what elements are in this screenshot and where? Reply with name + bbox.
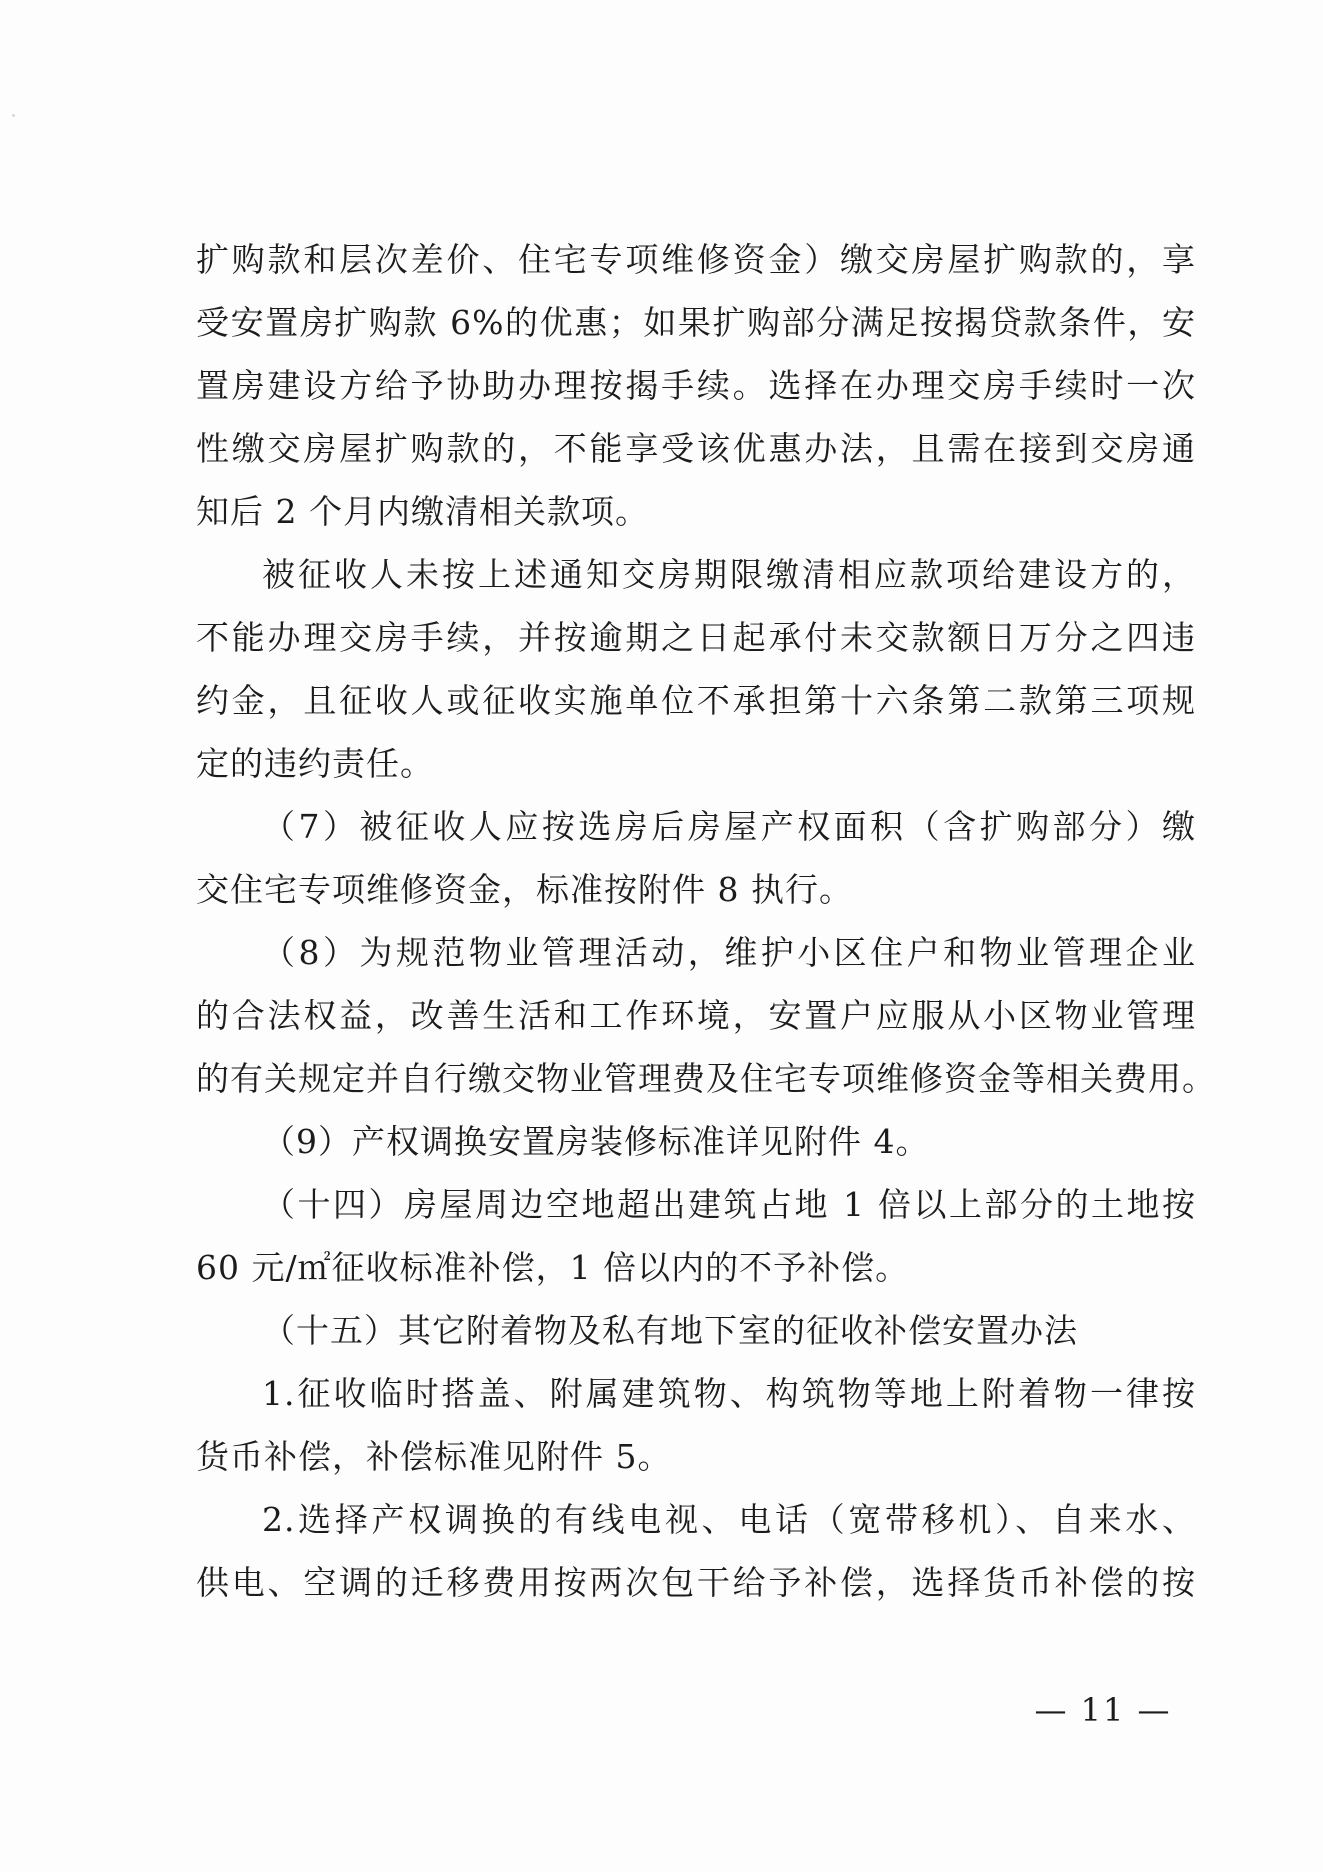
text-line: 知后 2 个月内缴清相关款项。	[196, 492, 649, 531]
text-line: （十四）房屋周边空地超出建筑占地 1 倍以上部分的土地按	[262, 1185, 1196, 1224]
text-line: 定的违约责任。	[196, 744, 434, 783]
text-line: 的合法权益，改善生活和工作环境，安置户应服从小区物业管理	[196, 996, 1196, 1035]
page-number: — 11 —	[1034, 1691, 1172, 1729]
text-line: 的有关规定并自行缴交物业管理费及住宅专项维修资金等相关费用。	[196, 1059, 1216, 1098]
text-line: 受安置房扩购款 6%的优惠；如果扩购部分满足按揭贷款条件，安	[196, 303, 1196, 342]
text-line: （7）被征收人应按选房后房屋产权面积（含扩购部分）缴	[262, 807, 1196, 846]
text-line: （9）产权调换安置房装修标准详见附件 4。	[262, 1122, 930, 1161]
text-line: 供电、空调的迁移费用按两次包干给予补偿，选择货币补偿的按	[196, 1563, 1196, 1602]
text-line: 性缴交房屋扩购款的，不能享受该优惠办法，且需在接到交房通	[196, 429, 1196, 468]
text-line: 60 元/㎡征收标准补偿，1 倍以内的不予补偿。	[196, 1248, 910, 1287]
text-line: 不能办理交房手续，并按逾期之日起承付未交款额日万分之四违	[196, 618, 1196, 657]
scan-speck	[12, 114, 15, 117]
text-line: 交住宅专项维修资金，标准按附件 8 执行。	[196, 870, 853, 909]
text-line: 2.选择产权调换的有线电视、电话（宽带移机）、自来水、	[262, 1500, 1196, 1539]
text-line: 货币补偿，补偿标准见附件 5。	[196, 1437, 672, 1476]
body-text	[196, 228, 1216, 1614]
text-line: 约金，且征收人或征收实施单位不承担第十六条第二款第三项规	[196, 681, 1196, 720]
text-line: 被征收人未按上述通知交房期限缴清相应款项给建设方的，	[262, 555, 1196, 594]
text-line: 置房建设方给予协助办理按揭手续。选择在办理交房手续时一次	[196, 366, 1196, 405]
text-line: （8）为规范物业管理活动，维护小区住户和物业管理企业	[262, 933, 1196, 972]
section-heading-line: （十五）其它附着物及私有地下室的征收补偿安置办法	[262, 1311, 1078, 1350]
text-line: 1.征收临时搭盖、附属建筑物、构筑物等地上附着物一律按	[262, 1374, 1196, 1413]
text-line: 扩购款和层次差价、住宅专项维修资金）缴交房屋扩购款的，享	[196, 240, 1196, 279]
